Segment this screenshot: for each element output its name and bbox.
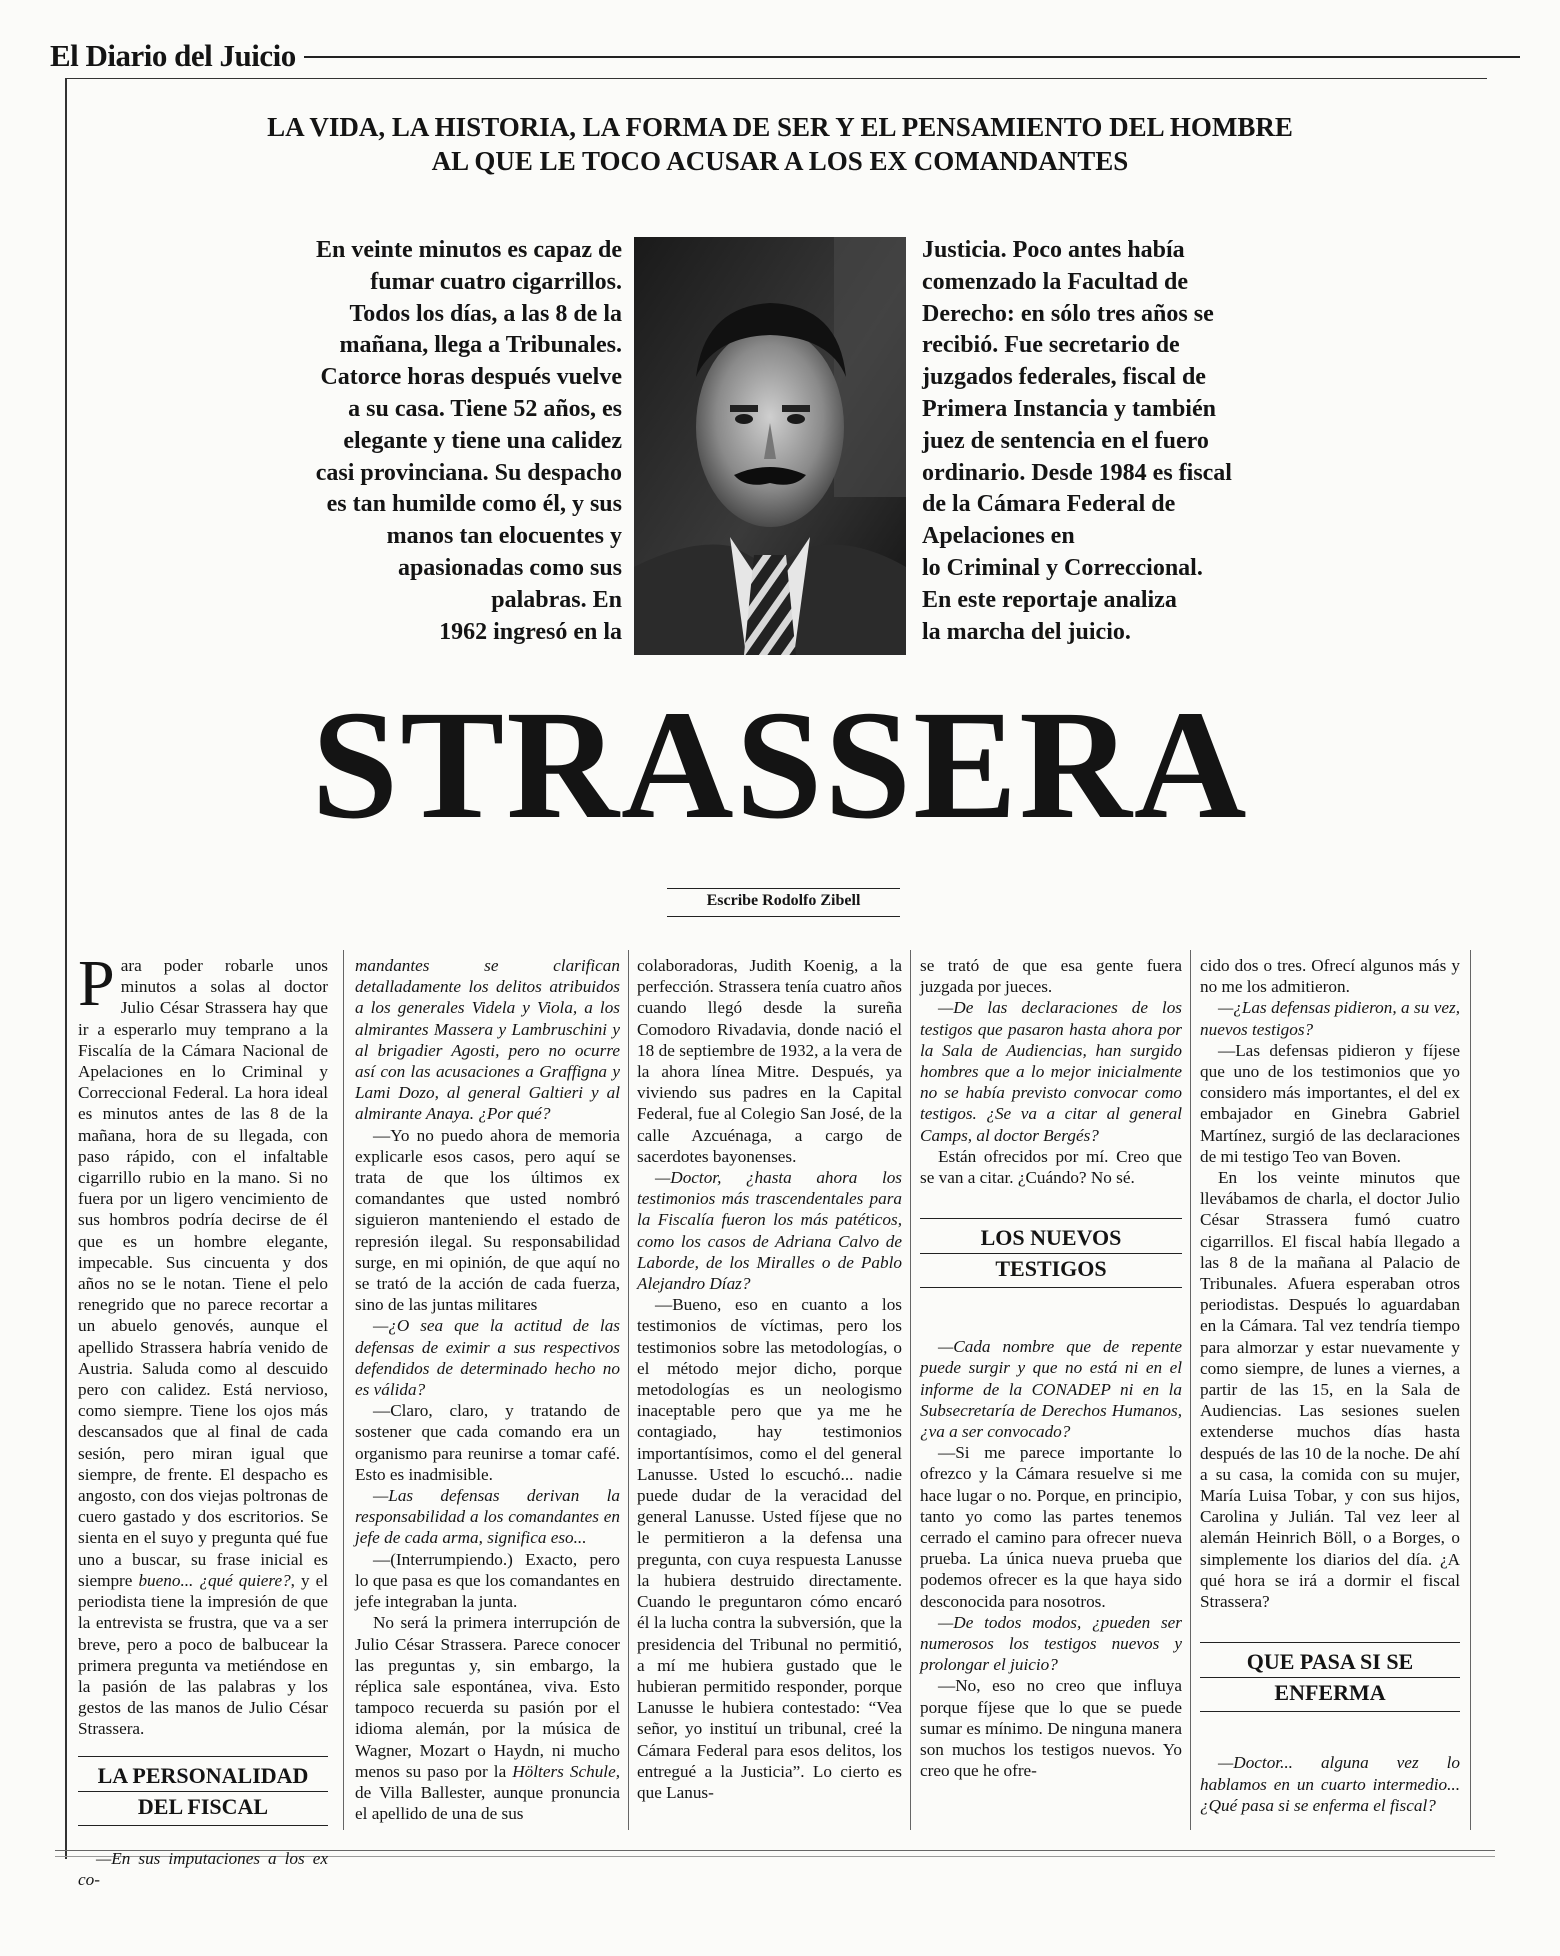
column-rule [343,950,344,1830]
intro-line: fumar cuatro cigarrillos. [370,268,622,295]
question: —Las defensas derivan la responsabilidad a los comandantes en jefe de cada arma, significa eso... [355,1486,620,1548]
paragraph: —Bueno, eso en cuanto a los testimonios de víctimas, pero los testimonios sobre las metodologías, o el método mejor dicho, porque metodologías es un neologismo inaceptable pero que ya me he contagiado, hay testimonios importantísimos, como el del general Lanusse. Usted lo escuchó... nadie puede dudar de la veracidad del general Lanusse. Usted fíjese que no le permitieron a la defensa una pregunta, con cuya respuesta Lanusse la hubiera destruido directamente. Cuando le preguntaron cómo encaró él la lucha contra la subversión, que la presidencia del Tribunal no permitió, a mí me hubiera gustado que le hubieran permitido responder, porque Lanusse le hubiera contestado: “Vea señor, yo instituí un tribunal, creé la Cámara Federal para esos delitos, los entregué a la Justicia”. Lo cierto es que Lanus- [637,1295,902,1802]
intro-line: la marcha del juicio. [922,618,1131,645]
intro-line: ordinario. Desde 1984 es fiscal [922,459,1232,486]
column-3 [637,955,902,1803]
column-rule [910,950,911,1830]
question: —Doctor... alguna vez lo hablamos en un cuarto intermedio... ¿Qué pasa si se enferma el fiscal? [1200,1753,1460,1815]
paragraph: Están ofrecidos por mí. Creo que se van a citar. ¿Cuándo? No sé. [920,1146,1182,1188]
paragraph: —Las defensas pidieron y fíjese que uno de los testimonios que yo considero más importantes, el del ex embajador en Ginebra Gabriel Martínez, surgió de las declaraciones de mi testigo Teo van Boven. [1200,1040,1460,1166]
column-rule [628,950,629,1830]
intro-line: lo Criminal y Correccional. [922,554,1203,581]
question: —De las declaraciones de los testigos que pasaron hasta ahora por la Sala de Audiencias, han surgido hombres que a lo mejor inicialmente no se había previsto convocar como testigos. ¿Se va a citar al general Camps, al doctor Bergés? [920,998,1182,1145]
subhead-line: QUE PASA SI SE [1246,1649,1414,1675]
intro-line: Catorce horas después vuelve [320,364,622,391]
headline-line-2: AL QUE LE TOCO ACUSAR A LOS EX COMANDANTES [431,146,1129,176]
text: , y el periodista tiene la impresión de que la entrevista se frustra, que va a ser breve, pero a poco de balbucear la primera pregunta va metiéndose en la pasión de las palabras y los gestos de las manos de Julio César Strassera. [78,1570,329,1739]
intro-line: juzgados federales, fiscal de [922,364,1206,391]
drop-cap: P [78,947,115,1020]
intro-line: mañana, llega a Tribunales. [339,332,622,359]
subhead-line: LOS NUEVOS [980,1225,1122,1251]
headline [100,110,1460,178]
paragraph: se trató de que esa gente fuera juzgada por jueces. [920,956,1182,997]
paragraph: —Yo no puedo ahora de memoria explicarle esos casos, pero aquí se trata de que los últimos ex comandantes que usted nombró siguieron manteniendo el estado de represión ilegal. Su responsabilidad surge, en mi opinión, de que aquí no se trató de la acción de cada fuerza, sino de las juntas militares [355,1125,620,1315]
question: —Doctor, ¿hasta ahora los testimonios más trascendentales para la Fiscalía fueron los más patéticos, como los casos de Adriana Calvo de Laborde, de los Miralles o de Pablo Alejandro Díaz? [637,1168,902,1294]
subhead [78,1756,328,1826]
intro-line: palabras. En [491,586,622,613]
intro-line: recibió. Fue secretario de [922,332,1180,359]
column-4 [920,955,1182,1782]
subhead-line: DEL FISCAL [78,1791,328,1822]
text: de Villa Ballester, aunque pronuncia el apellido de una de sus [355,1782,620,1824]
paragraph: —Claro, claro, y tratando de sostener que cada comando era un organismo para reunirse a tomar café. Esto es inadmisible. [355,1401,620,1484]
column-5 [1200,955,1460,1816]
column-2 [355,955,620,1824]
intro-line: Todos los días, a las 8 de la [349,300,622,327]
intro-line: Justicia. Poco antes había [922,237,1185,263]
text: ara poder robarle unos minutos a solas al doctor Julio César Strassera hay que ir a esperarlo muy temprano a la Fiscalía de la Cámara Nacional de Apelaciones en lo Criminal y Correccional Federal. La hora ideal es minutos antes de las 8 de la mañana, hora de su llegada, con paso rápido, con el infaltable cigarrillo rubio en la mano. Si no fuera por un ligero vencimiento de sus hombros podría decirse de él que es un hombre elegante, impecable. Sus cincuenta y dos años no se le notan. Tiene el pelo renegrido que no parece recortar a un abuelo genovés, aunque el apellido Strassera habría venido de Austria. Saluda como al descuido pero con calidez. Está nervioso, como siempre. Tiene los ojos más descansados que al final de cada sesión, pero miran igual que siempre, de frente. El despacho es angosto, con dos viejas poltronas de cuero gastado y dos escritorios. Se sienta en el suyo y pregunta qué fue uno a buscar, su frase inicial es siempre [78,956,328,1590]
paragraph [355,1612,620,1824]
intro-line: a su casa. Tiene 52 años, es [348,395,622,422]
portrait-photo [634,237,906,655]
subhead-line: ENFERMA [1200,1677,1460,1708]
intro-right [922,235,1282,648]
text-italic: Hölters Schule, [512,1761,620,1781]
subhead [1200,1642,1460,1712]
paragraph [78,947,329,1740]
intro-line: 1962 ingresó en la [439,618,622,645]
paragraph: —(Interrumpiendo.) Exacto, pero lo que pasa es que los comandantes en jefe integraban la junta. [355,1549,620,1612]
text: No será la primera interrupción de Julio César Strassera. Parece conocer las preguntas y, sin embargo, la réplica sale espontánea, viva. Esto tampoco recuerda su pasión por el idioma alemán, por la música de Wagner, Mozart o Haydn, ni mucho menos su paso por la [355,1613,620,1781]
intro-line: de la Cámara Federal de [922,491,1176,518]
intro-line: En veinte minutos es capaz de [316,237,622,263]
intro-line: comenzado la Facultad de [922,268,1188,295]
intro-line: apasionadas como sus [397,554,622,581]
intro-line: Apelaciones en [922,523,1075,550]
byline: Escribe Rodolfo Zibell [706,892,861,909]
intro-line: Primera Instancia y también [922,395,1216,422]
paragraph: colaboradoras, Judith Koenig, a la perfección. Strassera tenía cuatro años cuando llegó desde la sureña Comodoro Rivadavia, donde nació el 18 de septiembre de 1932, a la vera de la ahora línea Mitre. Después, ya viviendo sus padres en la Capital Federal, fue al Colegio San José, de la calle Azcuénaga, a cargo de sacerdotes bayonenses. [637,956,902,1166]
column-rule [1470,950,1471,1830]
intro-line: Derecho: en sólo tres años se [922,300,1214,327]
paragraph: cido dos o tres. Ofrecí algunos más y no me los admitieron. [1200,956,1460,997]
question: —¿Las defensas pidieron, a su vez, nuevos testigos? [1200,998,1460,1039]
intro-line: juez de sentencia en el fuero [922,427,1209,454]
column-rule [1190,950,1191,1830]
intro-line: casi provinciana. Su despacho [315,459,622,486]
question: —¿O sea que la actitud de las defensas de eximir a sus respectivos defendidos de determinado hecho no es válida? [355,1316,620,1400]
subhead [920,1218,1182,1288]
question: —En sus imputaciones a los ex co- [78,1848,328,1889]
question: mandantes se clarifican detalladamente los delitos atribuidos a los generales Videla y Viola, a los almirantes Massera y Lambruschini y al brigadier Agosti, pero no ocurre así con las acusaciones a Graffigna y Lami Dozo, al general Galtieri y al almirante Anaya. ¿Por qué? [355,956,620,1124]
question: —De todos modos, ¿pueden ser numerosos los testigos nuevos y prolongar el juicio? [920,1612,1182,1675]
paragraph: —No, eso no creo que influya porque fíjese que lo que se puede sumar es mínimo. De ninguna manera son muchos los testigos nuevos. Yo creo que he ofre- [920,1676,1182,1781]
intro-left [260,235,622,648]
paragraph: —Si me parece importante lo ofrezco y la Cámara resuelve si me hace lugar o no. Porque, en principio, tanto yo como las partes tenemos cerrado el camino para ofrecer nueva prueba. La única nueva prueba que podemos ofrecer es la que haya sido desconocida para nosotros. [920,1443,1182,1611]
intro-line: es tan humilde como él, y sus [326,491,622,518]
intro-line: En este reportaje analiza [922,586,1177,613]
subhead-line: TESTIGOS [920,1253,1182,1284]
paragraph: En los veinte minutos que llevábamos de charla, el doctor Julio César Strassera fumó cuatro cigarrillos. El fiscal había llegado a las 8 de la mañana al Palacio de Tribunales. Afuera esperaban otros periodistas. Después lo aguardaban en la Cámara. Tal vez tendría tiempo para almorzar y estar nuevamente y como siempre, de lunes a viernes, a partir de las 15, en la Sala de Audiencias. Las sesiones suelen extenderse muchos días hasta después de las 10 de la noche. De ahí a su casa, la comida con su mujer, María Luisa Tobar, y con sus hijos, Carolina y Julián. Tal vez leer al alemán Heinrich Böll, o a Borges, o simplemente los diarios del día. ¿A qué hora se irá a dormir el fiscal Strassera? [1200,1168,1460,1612]
headline-line-1: LA VIDA, LA HISTORIA, LA FORMA DE SER Y EL PENSAMIENTO DEL HOMBRE [267,112,1293,142]
column-1 [78,947,329,1890]
intro-line: manos tan elocuentes y [386,523,622,550]
subhead-line: LA PERSONALIDAD [97,1762,309,1788]
intro-line: elegante y tiene una calidez [343,427,622,454]
masthead: El Diario del Juicio [50,38,304,74]
byline-bottom-rule [667,916,900,917]
question: —Cada nombre que de repente puede surgir y que no está ni en el informe de la CONADEP ni en la Subsecretaría de Derechos Humanos, ¿va a ser convocado? [920,1337,1182,1442]
text-italic: bueno... ¿qué quiere? [138,1570,291,1590]
main-title: STRASSERA [311,678,1249,851]
